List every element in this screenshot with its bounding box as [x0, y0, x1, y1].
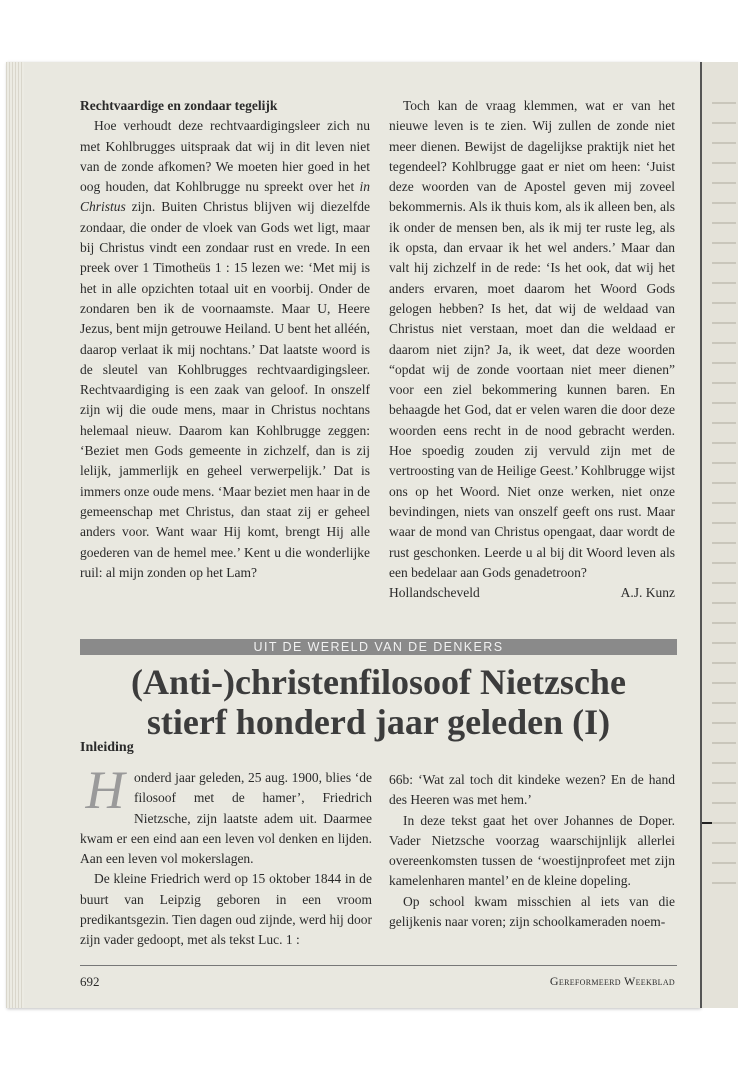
- headline-line-1: (Anti-)christenfilosoof Nietzsche: [131, 662, 626, 702]
- article2-left-paragraph-1-text: onderd jaar geleden, 25 aug. 1900, blies ‘de filosoof met de hamer’, Friedrich Nietzsche, zijn laatste adem uit. Daarmee kwam er een eind aan een leven vol denken en lijden. Aan een leven vol mokerslagen.: [80, 770, 372, 867]
- next-page-line: [712, 422, 736, 424]
- next-page-line: [712, 682, 736, 684]
- article2-right-paragraph-1: 66b: ‘Wat zal toch dit kindeke wezen? En de hand des Heeren was met hem.’: [389, 772, 675, 808]
- article2-headline: [80, 662, 677, 742]
- headline-line-2: stierf honderd jaar geleden (I): [146, 702, 611, 742]
- next-page-line: [712, 882, 736, 884]
- next-page-line: [712, 482, 736, 484]
- next-page-line: [712, 502, 736, 504]
- next-page-line: [712, 142, 736, 144]
- next-page-line: [712, 262, 736, 264]
- magazine-name: Gereformeerd Weekblad: [549, 974, 675, 988]
- next-page-line: [712, 842, 736, 844]
- section-banner: UIT DE WERELD VAN DE DENKERS: [80, 639, 677, 655]
- next-page-line: [712, 242, 736, 244]
- article2-right-paragraph-3: Op school kwam misschien al iets van die gelijkenis naar voren; zijn schoolkameraden noem-: [389, 893, 675, 930]
- article1-signoff: [389, 583, 675, 603]
- next-page-line: [712, 522, 736, 524]
- next-page-line: [712, 602, 736, 604]
- next-page-line: [712, 322, 736, 324]
- next-page-line: [712, 622, 736, 624]
- next-page-line: [712, 862, 736, 864]
- next-page-line: [712, 402, 736, 404]
- next-page-marker: [702, 822, 712, 824]
- article1-left-italic: in Christus: [80, 179, 370, 215]
- article1-left-text: Hoe verhoudt deze rechtvaardigingsleer zich nu met Kohlbrugges uitspraak dat wij in dit leven niet van de zonde afkomen? We moeten hier goed in het oog houden, dat Kohlbrugge nu spreekt over het: [80, 118, 370, 195]
- article2-right-column: [389, 770, 675, 932]
- next-page-line: [712, 362, 736, 364]
- next-page-line: [712, 582, 736, 584]
- article2-left-column: [80, 760, 372, 951]
- article1-author: A.J. Kunz: [620, 585, 675, 601]
- next-page-line: [712, 762, 736, 764]
- page-edges: [6, 62, 24, 1008]
- next-page-line: [712, 742, 736, 744]
- next-page-line: [712, 462, 736, 464]
- next-page-line: [712, 642, 736, 644]
- article1-right-column: [389, 96, 675, 603]
- next-page-line: [712, 342, 736, 344]
- next-page-line: [712, 722, 736, 724]
- article1-left-paragraph: [80, 116, 370, 583]
- next-page-line: [712, 562, 736, 564]
- next-page-line: [712, 822, 736, 824]
- next-page-line: [712, 782, 736, 784]
- drop-cap: H: [85, 760, 125, 820]
- next-page-line: [712, 122, 736, 124]
- next-page-edge: [700, 62, 738, 1008]
- article2-left-paragraph-1: [80, 760, 372, 869]
- next-page-line: [712, 162, 736, 164]
- article1-subhead: Rechtvaardige en zondaar tegelijk: [80, 98, 278, 113]
- article2-left-paragraph-2: De kleine Friedrich werd op 15 oktober 1844 in de buurt van Leipzig geboren in een vroom predikantsgezin. Tien dagen oud zijnde, werd hij door zijn vader gedoopt, met als tekst Luc. 1 :: [80, 871, 372, 948]
- article2-right-paragraph-2: In deze tekst gaat het over Johannes de Doper. Vader Nietzsche voorzag waarschijnlijk allerlei overeenkomsten tussen de ‘woestijnprofeet met zijn kamelenharen mantel’ en de kleine dopeling.: [389, 812, 675, 889]
- next-page-line: [712, 542, 736, 544]
- footer-rule: [80, 965, 677, 966]
- next-page-line: [712, 282, 736, 284]
- next-page-line: [712, 702, 736, 704]
- next-page-line: [712, 382, 736, 384]
- page-number: 692: [80, 974, 100, 989]
- next-page-line: [712, 802, 736, 804]
- next-page-line: [712, 102, 736, 104]
- article1-left-column: [80, 96, 370, 583]
- article1-right-paragraph: Toch kan de vraag klemmen, wat er van het nieuwe leven is te zien. Wij zullen de zonde niet meer dienen. Bewijst de dagelijkse praktijk niet het tegendeel? Kohlbrugge gaat er niet om heen: ‘Juist deze woorden van de Apostel geven mij zoveel bekommernis. Als ik thuis kom, als ik alleen ben, als ik onder de mensen ben, als ik mij ter ruste leg, als ik opsta, dan ervaar ik het wel anders.’ Maar dan valt hij zichzelf in de rede: ‘Is het ook, dat wij het anders ervaren, moet daarom het Woord Gods gelogen hebben? Is het, dat wij de weldaad van Christus niet verstaan, moet dan die weldaad er daarom niet zijn? Ja, ik weet, dat deze woorden “opdat wij de zonde voortaan niet meer dienen” voor een ziel bekommering kunnen baren. En behaagde het God, dat er velen waren die door deze woorden eens recht in de nood gebracht werden. Hoe spoedig zouden zij vervuld zijn met de vertroosting van de Heilige Geest.’ Kohlbrugge wijst ons op het Woord. Niet onze werken, niet onze bevindingen, niets van onszelf geeft ons rust. Maar waar de mond van Christus opengaat, daar wordt de rust geschonken. Leerde u al bij dit Woord leven als een bedelaar aan Gods genadetroon?: [389, 98, 675, 580]
- next-page-text-lines: [708, 62, 738, 1008]
- next-page-line: [712, 202, 736, 204]
- article1-left-text-continued: zijn. Buiten Christus blijven wij diezelfde zondaar, die onder de vloek van Gods wet ligt, maar bij Christus vindt een zondaar rust en vrede. In een preek over 1 Timotheüs 1 : 15 lezen we: ‘Met mij is het in alle opzichten totaal uit en voorbij. Onder de zondaren ben ik de voornaamste. Maar U, Heere Jezus, bent mijn getrouwe Heiland. U bent het alléén, daarop verlaat ik mij nochtans.’ Dat laatste woord is de sleutel van Kohlbrugges rechtvaardigingsleer. Rechtvaardiging is een zaak van geloof. In onszelf zijn wij die oude mens, maar in Christus nochtans helemaal nieuw. Daarom kan Kohlbrugge zeggen: ‘Beziet men Gods gemeente in zichzelf, dan is zij lelijk, jammerlijk en geheel verwerpelijk.’ Dat is immers onze oude mens. ‘Maar beziet men haar in de gemeenschap met Christus, dan staat zij er geheel anders voor. Want waar Hij komt, brengt Hij alle goederen van de hemel mee.’ Kent u die wonderlijke ruil: al mijn zonden op het Lam?: [80, 199, 370, 580]
- article2-subhead: Inleiding: [80, 740, 134, 755]
- next-page-line: [712, 182, 736, 184]
- next-page-line: [712, 302, 736, 304]
- article1-place: Hollandscheveld: [389, 585, 480, 601]
- next-page-line: [712, 222, 736, 224]
- next-page-line: [712, 442, 736, 444]
- next-page-line: [712, 662, 736, 664]
